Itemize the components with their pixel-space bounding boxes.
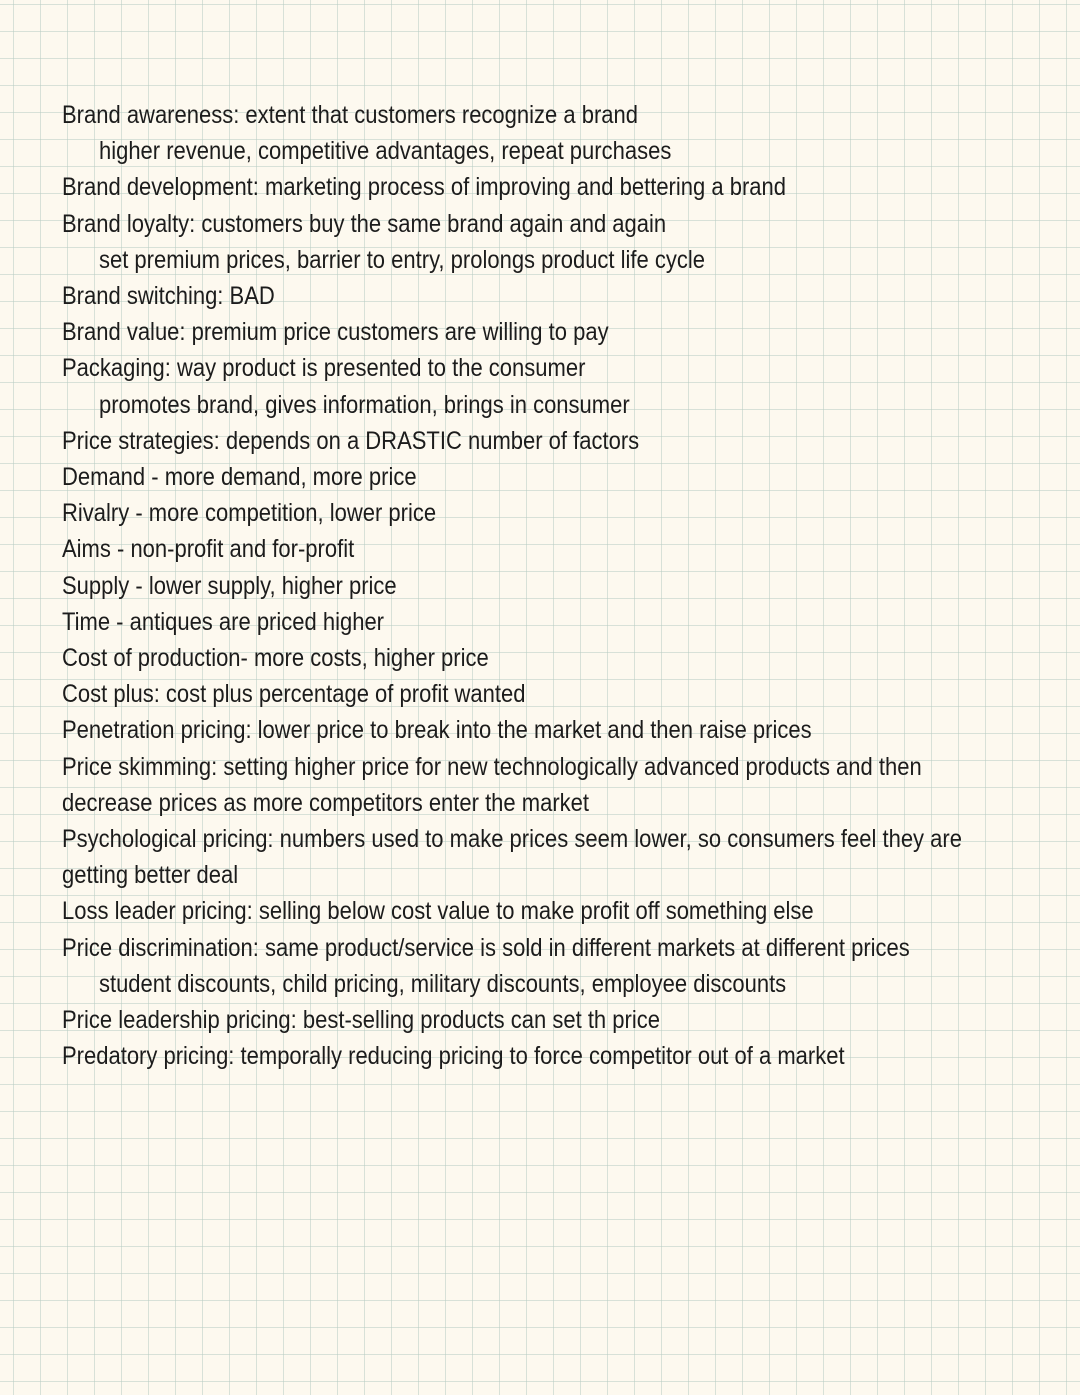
note-line-brand-development: Brand development: marketing process of improving and bettering a brand [62, 173, 786, 202]
note-line-time: Time - antiques are priced higher [62, 607, 385, 636]
note-line-packaging: Packaging: way product is presented to the consumer [62, 354, 586, 383]
note-line-penetration-pricing: Penetration pricing: lower price to break into the market and then raise prices [62, 716, 812, 745]
note-line-cost-plus: Cost plus: cost plus percentage of profit wanted [62, 680, 526, 709]
note-subline-brand-loyalty: set premium prices, barrier to entry, prolongs product life cycle [98, 245, 706, 274]
note-line-psychological-pricing-cont: getting better deal [62, 861, 239, 890]
note-line-loss-leader-pricing: Loss leader pricing: selling below cost value to make profit off something else [62, 897, 814, 926]
notes-page [62, 97, 1022, 1074]
note-line-demand: Demand - more demand, more price [62, 463, 417, 492]
note-line-price-leadership: Price leadership pricing: best-selling products can set th price [62, 1006, 660, 1035]
note-subline-price-discrimination: student discounts, child pricing, military discounts, employee discounts [98, 969, 787, 998]
note-subline-packaging: promotes brand, gives information, brings in consumer [98, 390, 630, 419]
note-line-predatory-pricing: Predatory pricing: temporally reducing pricing to force competitor out of a market [62, 1042, 845, 1071]
note-line-price-skimming: Price skimming: setting higher price for new technologically advanced products and then [62, 752, 922, 781]
note-line-brand-switching: Brand switching: BAD [62, 282, 275, 311]
note-line-supply: Supply - lower supply, higher price [62, 571, 397, 600]
note-line-price-strategies: Price strategies: depends on a DRASTIC number of factors [62, 426, 640, 455]
note-subline-brand-awareness: higher revenue, competitive advantages, repeat purchases [98, 137, 672, 166]
note-line-cost-of-production: Cost of production- more costs, higher price [62, 644, 489, 673]
note-line-brand-loyalty: Brand loyalty: customers buy the same brand again and again [62, 209, 667, 238]
note-line-rivalry: Rivalry - more competition, lower price [62, 499, 437, 528]
note-line-aims: Aims - non-profit and for-profit [62, 535, 355, 564]
note-line-price-skimming-cont: decrease prices as more competitors enter the market [62, 788, 590, 817]
note-line-price-discrimination: Price discrimination: same product/service is sold in different markets at different prices [62, 933, 910, 962]
note-line-brand-value: Brand value: premium price customers are willing to pay [62, 318, 609, 347]
note-line-brand-awareness: Brand awareness: extent that customers recognize a brand [62, 101, 638, 129]
note-line-psychological-pricing: Psychological pricing: numbers used to make prices seem lower, so consumers feel they are [62, 825, 962, 854]
